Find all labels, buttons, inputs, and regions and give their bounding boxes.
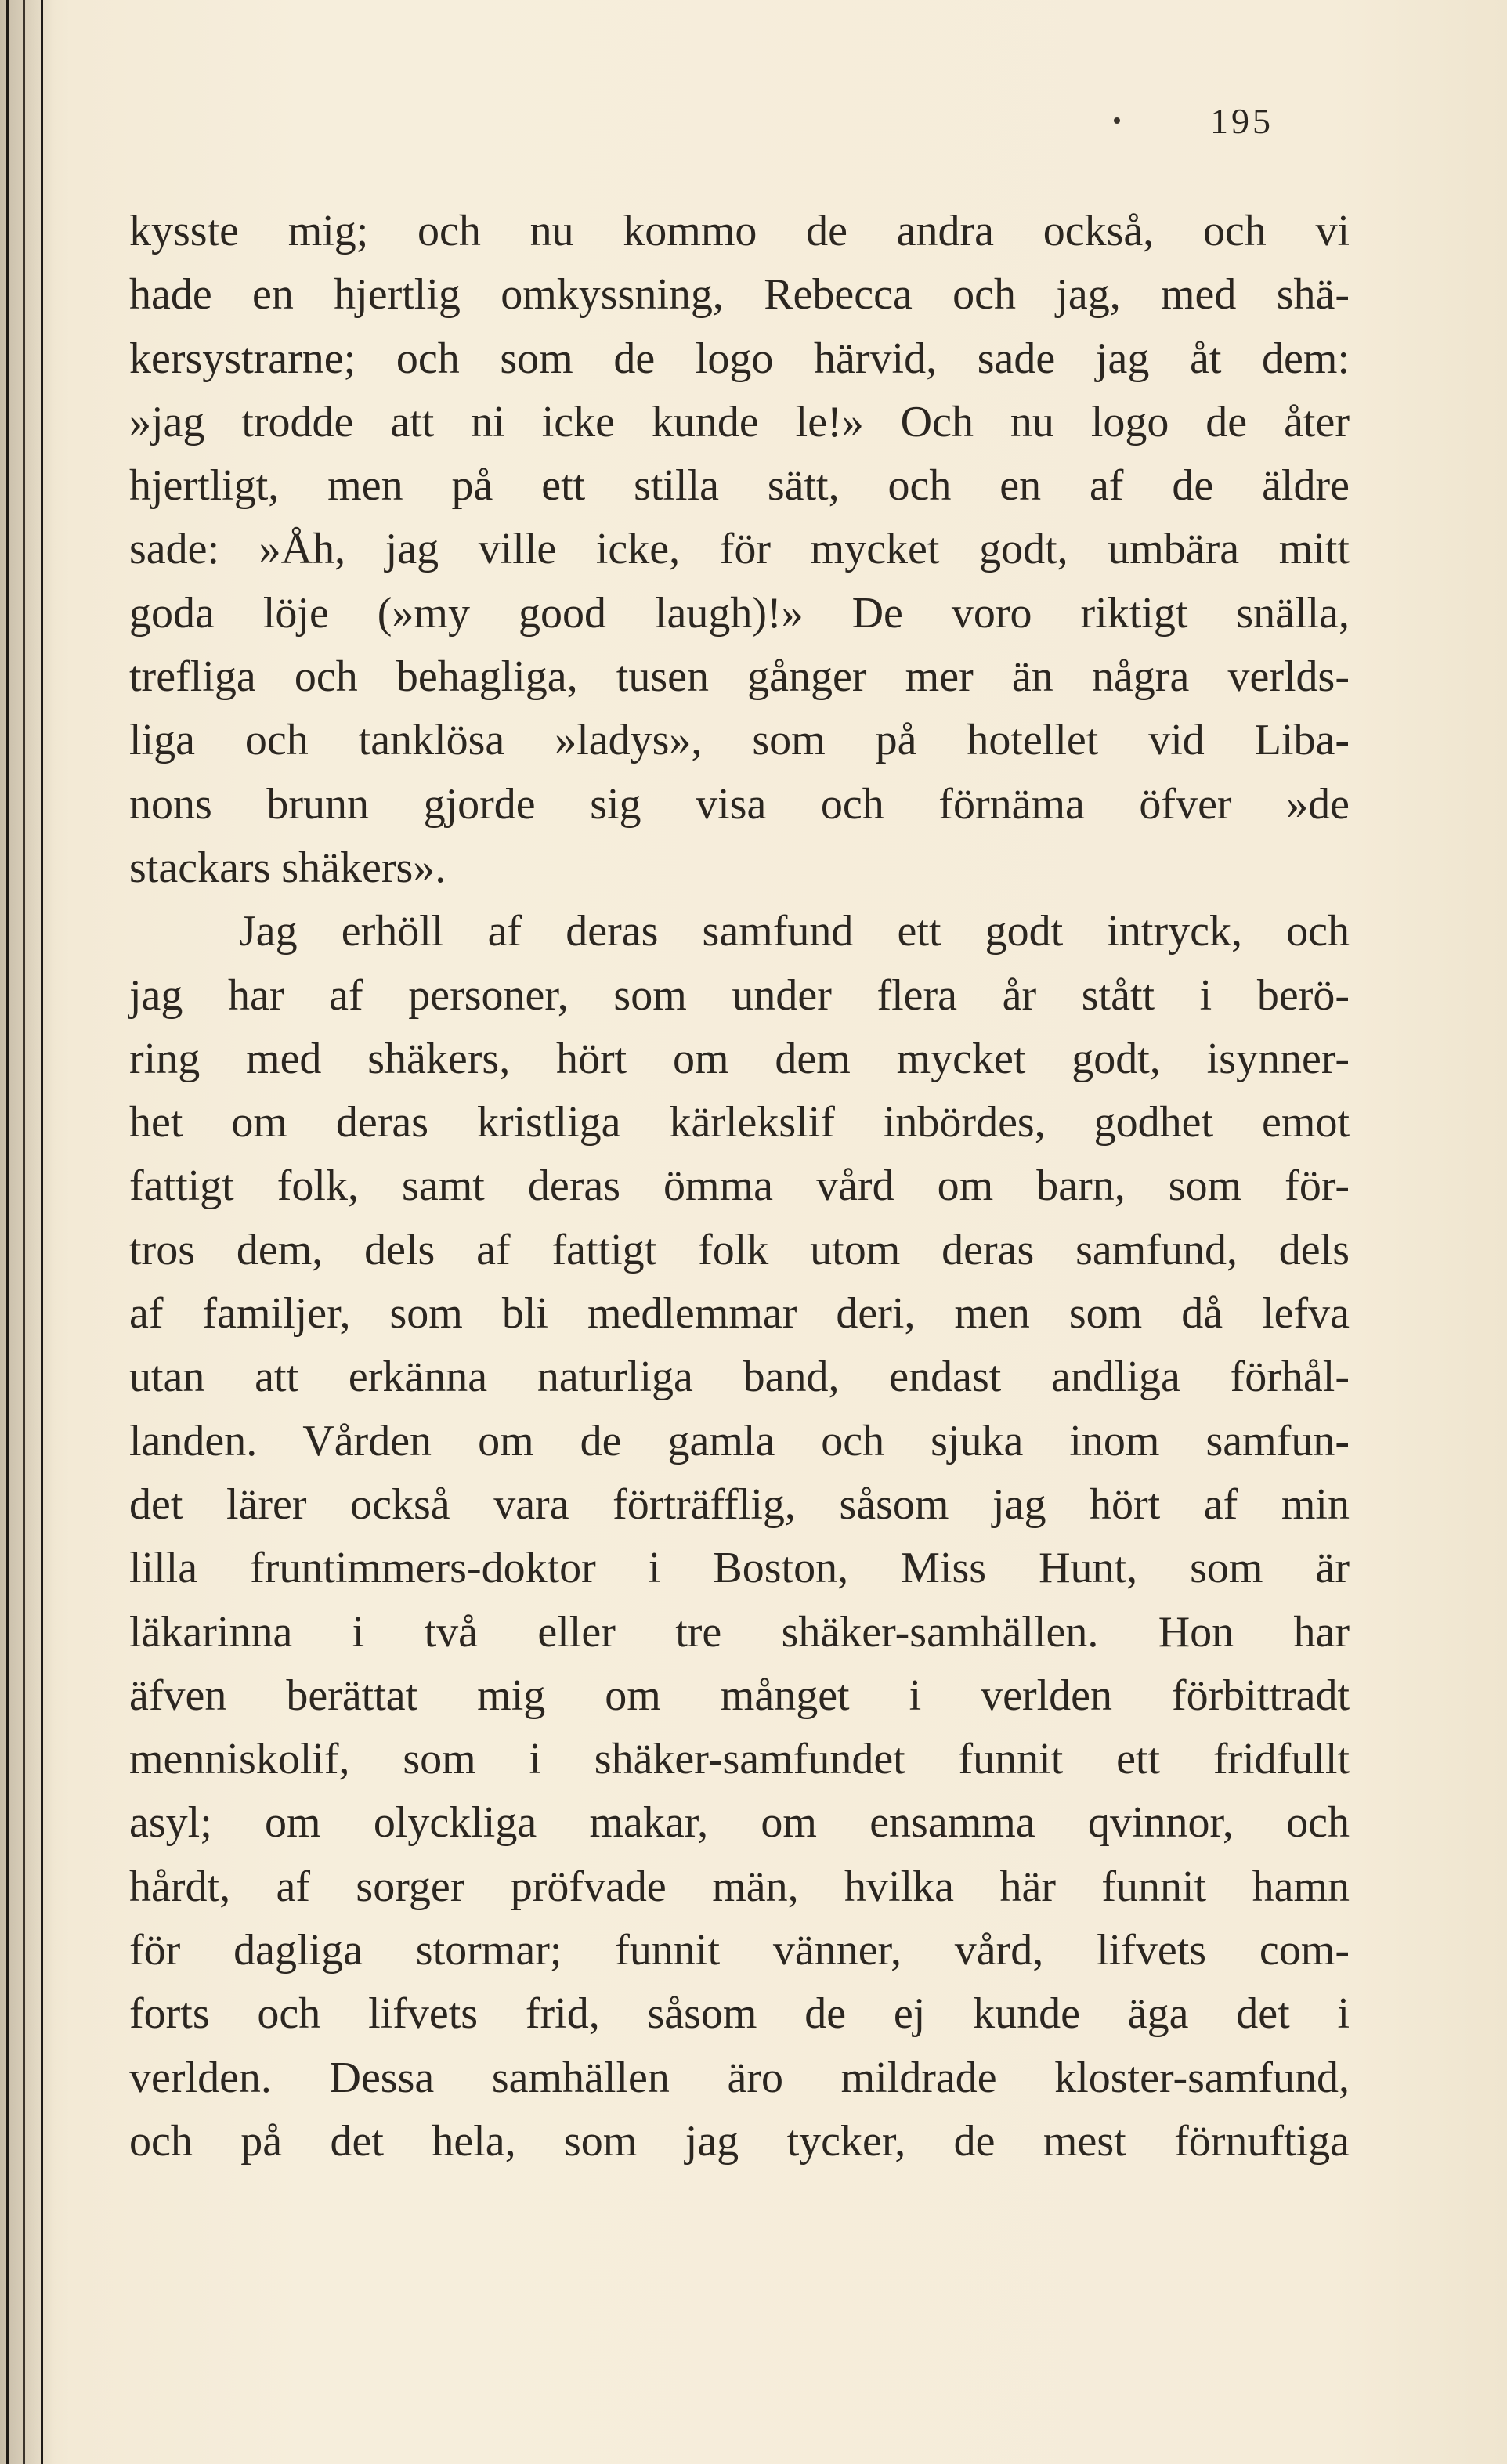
binding-gutter	[0, 0, 55, 2464]
page-number: 195	[1210, 101, 1274, 141]
text-line: kysste mig; och nu kommo de andra också, och vi	[129, 207, 1350, 255]
text-line: »jag trodde att ni icke kunde le!» Och nu logo de åter	[129, 397, 1350, 446]
text-line: stackars shäkers».	[129, 843, 446, 892]
text-line: och på det hela, som jag tycker, de mest förnuftiga	[129, 2116, 1350, 2166]
body-text	[129, 200, 1350, 2173]
text-line: lilla fruntimmers-doktor i Boston, Miss Hunt, som är	[129, 1544, 1350, 1593]
text-line: fattigt folk, samt deras ömma vård om barn, som för-	[129, 1162, 1350, 1211]
text-line: liga och tanklösa »ladys», som på hotellet vid Liba-	[129, 716, 1350, 765]
gutter-line	[6, 0, 9, 2464]
text-line: hårdt, af sorger pröfvade män, hvilka här funnit hamn	[129, 1862, 1350, 1911]
text-line: jag har af personer, som under flera år stått i berö-	[129, 970, 1350, 1020]
text-line: asyl; om olyckliga makar, om ensamma qvinnor, och	[129, 1798, 1350, 1848]
text-line: verlden. Dessa samhällen äro mildrade kloster-samfund,	[129, 2053, 1350, 2102]
text-line: trefliga och behagliga, tusen gånger mer än några verlds-	[129, 652, 1350, 702]
text-line: det lärer också vara förträfflig, såsom jag hört af min	[129, 1479, 1350, 1529]
gutter-line	[41, 0, 43, 2464]
text-line: tros dem, dels af fattigt folk utom deras samfund, dels	[129, 1225, 1350, 1274]
text-line: sade: »Åh, jag ville icke, för mycket godt, umbära mitt	[129, 525, 1350, 574]
text-line: äfven berättat mig om månget i verlden förbittradt	[129, 1671, 1350, 1720]
text-line: läkarinna i två eller tre shäker-samhällen. Hon har	[129, 1607, 1350, 1657]
text-line: Jag erhöll af deras samfund ett godt intryck, och	[239, 907, 1350, 956]
print-mark	[1114, 117, 1120, 124]
text-line: utan att erkänna naturliga band, endast andliga förhål-	[129, 1353, 1350, 1402]
text-line: goda löje (»my good laugh)!» De voro riktigt snälla,	[129, 588, 1350, 638]
text-line: af familjer, som bli medlemmar deri, men som då lefva	[129, 1289, 1350, 1339]
text-line: menniskolif, som i shäker-samfundet funnit ett fridfullt	[129, 1735, 1350, 1784]
text-line: hjertligt, men på ett stilla sätt, och en af de äldre	[129, 461, 1350, 511]
text-line: het om deras kristliga kärlekslif inbördes, godhet emot	[129, 1098, 1350, 1147]
text-line: nons brunn gjorde sig visa och förnäma öfver »de	[129, 779, 1350, 829]
text-line: landen. Vården om de gamla och sjuka inom samfun-	[129, 1416, 1350, 1465]
gutter-line	[23, 0, 25, 2464]
text-line: ring med shäkers, hört om dem mycket godt, isynner-	[129, 1034, 1350, 1083]
text-line: för dagliga stormar; funnit vänner, vård, lifvets com-	[129, 1926, 1350, 1975]
text-line: hade en hjertlig omkyssning, Rebecca och jag, med shä-	[129, 270, 1350, 320]
text-line: forts och lifvets frid, såsom de ej kunde äga det i	[129, 1989, 1350, 2039]
text-line: kersystrarne; och som de logo härvid, sade jag åt dem:	[129, 334, 1350, 383]
